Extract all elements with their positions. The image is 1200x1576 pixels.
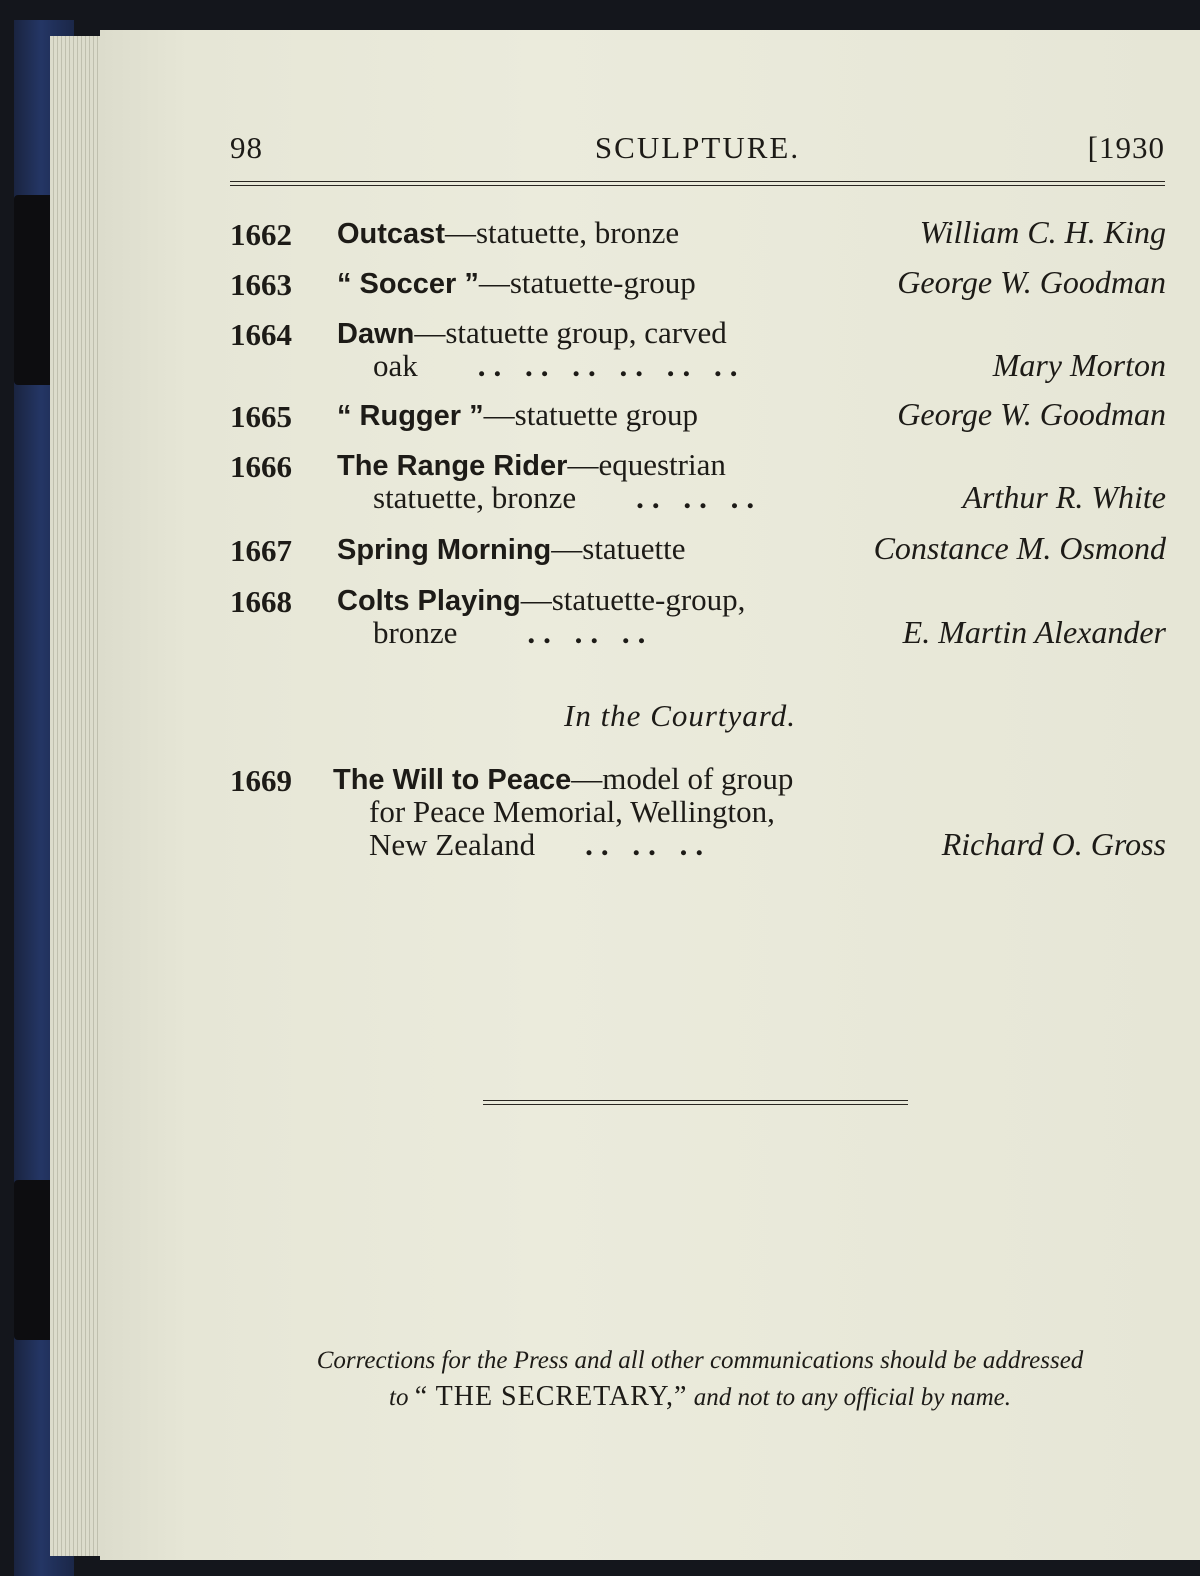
entry-artist: Constance M. Osmond <box>873 530 1166 566</box>
catalogue-entry <box>230 762 1166 867</box>
entry-continuation <box>373 481 762 514</box>
entry-artist: E. Martin Alexander <box>902 614 1166 650</box>
footer-secretary: “ THE SECRETARY,” <box>414 1381 688 1412</box>
entry-title: “ Rugger ” <box>337 400 484 432</box>
entry-number: 1669 <box>230 763 292 798</box>
entry-title: Colts Playing <box>337 585 521 617</box>
footer-prefix: to <box>389 1384 409 1411</box>
entry-artist: George W. Goodman <box>897 264 1166 300</box>
section-title: SCULPTURE. <box>594 130 801 165</box>
section-heading: In the Courtyard. <box>564 698 796 733</box>
entry-number: 1667 <box>230 533 292 568</box>
entry-continuation: for Peace Memorial, Wellington, <box>369 794 775 829</box>
footer-line-1: Corrections for the Press and all other communications should be addressed <box>316 1347 1084 1374</box>
entry-continuation-text: oak <box>373 348 418 383</box>
catalogue-entry <box>230 532 1166 572</box>
entry-title: The Range Rider <box>337 450 568 482</box>
entry-title-line <box>337 398 698 433</box>
entry-title-line <box>337 266 696 301</box>
entry-number: 1662 <box>230 217 292 252</box>
leader-dots: .. .. .. <box>585 827 712 862</box>
entry-description: —statuette, bronze <box>444 215 680 250</box>
leader-dots: .. .. .. <box>527 615 654 650</box>
entry-artist: George W. Goodman <box>897 396 1166 432</box>
catalogue-entry <box>230 583 1166 653</box>
entry-title: The Will to Peace <box>333 764 572 796</box>
entry-description: —model of group <box>571 761 794 796</box>
footer-line-2 <box>215 1381 1185 1413</box>
entry-continuation-text: New Zealand <box>369 827 536 862</box>
catalogue-entry <box>230 266 1166 306</box>
entry-title-line <box>333 762 793 797</box>
entry-continuation-text: bronze <box>373 615 458 650</box>
entry-description: —statuette group, carved <box>414 315 727 350</box>
page-number: 98 <box>230 130 263 165</box>
entry-number: 1664 <box>230 317 292 352</box>
entry-title-line <box>337 216 679 251</box>
entry-number: 1665 <box>230 399 292 434</box>
catalogue-entry <box>230 316 1166 386</box>
footer-suffix: and not to any official by name. <box>693 1384 1011 1411</box>
entry-number: 1668 <box>230 584 292 619</box>
entry-artist: Richard O. Gross <box>941 826 1166 862</box>
entry-description: —statuette-group, <box>520 582 746 617</box>
entry-title: “ Soccer ” <box>337 268 479 300</box>
catalogue-entry <box>230 448 1166 518</box>
entry-artist: William C. H. King <box>919 214 1166 250</box>
entry-description: —statuette <box>551 531 686 566</box>
header-rule <box>230 181 1165 186</box>
leader-dots: .. .. .. .. .. .. <box>477 348 746 383</box>
entry-continuation-final <box>369 828 711 861</box>
entry-title-line <box>337 448 726 483</box>
closing-rule <box>483 1100 908 1105</box>
catalogue-entry <box>230 398 1166 438</box>
entry-title: Outcast <box>337 218 445 250</box>
entry-continuation <box>373 349 746 382</box>
entry-number: 1663 <box>230 267 292 302</box>
entry-continuation-text: statuette, bronze <box>373 480 577 515</box>
entry-continuation <box>373 616 653 649</box>
entry-artist: Mary Morton <box>992 347 1166 383</box>
entry-number: 1666 <box>230 449 292 484</box>
year-marker: [1930 <box>1087 130 1165 165</box>
entry-artist: Arthur R. White <box>962 479 1166 515</box>
entry-title-line <box>337 583 745 618</box>
entry-title: Dawn <box>337 318 415 350</box>
entry-title-line <box>337 316 727 351</box>
entry-description: —equestrian <box>567 447 726 482</box>
entry-title-line <box>337 532 686 567</box>
leader-dots: .. .. .. <box>636 480 763 515</box>
page-header <box>230 130 1165 170</box>
entry-description: —statuette-group <box>478 265 696 300</box>
catalogue-entry <box>230 216 1166 256</box>
entry-description: —statuette group <box>483 397 698 432</box>
entry-title: Spring Morning <box>337 534 552 566</box>
footer-note <box>215 1347 1185 1413</box>
